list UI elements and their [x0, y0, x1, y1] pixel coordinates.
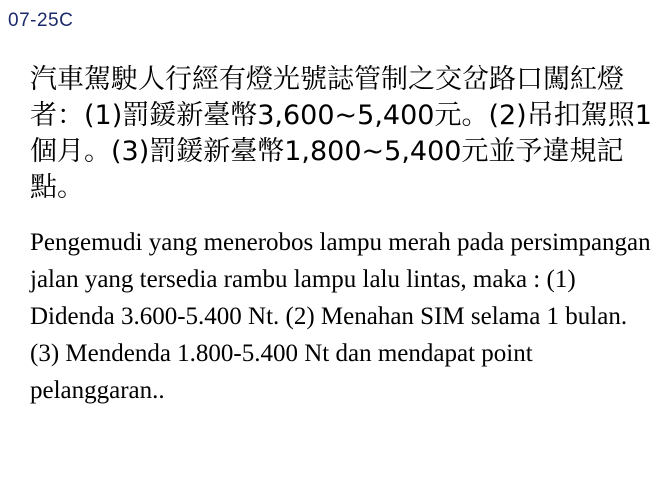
paragraph-indonesian: Pengemudi yang menerobos lampu merah pada persimpangan jalan yang tersedia rambu lampu lalu lintas, maka : (1) Didenda 3.600-5.400 Nt. (2) Menahan SIM selama 1 bulan. (3) Mendenda 1.800-5.400 Nt dan mendapat point pelanggaran.. [30, 229, 651, 404]
document-body [30, 62, 652, 409]
paragraph-chinese: 汽車駕駛人行經有燈光號誌管制之交岔路口闖紅燈者：(1)罰鍰新臺幣3,600~5,400元。(2)吊扣駕照1個月。(3)罰鍰新臺幣1,800~5,400元並予違規記點。 [30, 64, 652, 203]
document-id-code: 07-25C [8, 10, 74, 31]
